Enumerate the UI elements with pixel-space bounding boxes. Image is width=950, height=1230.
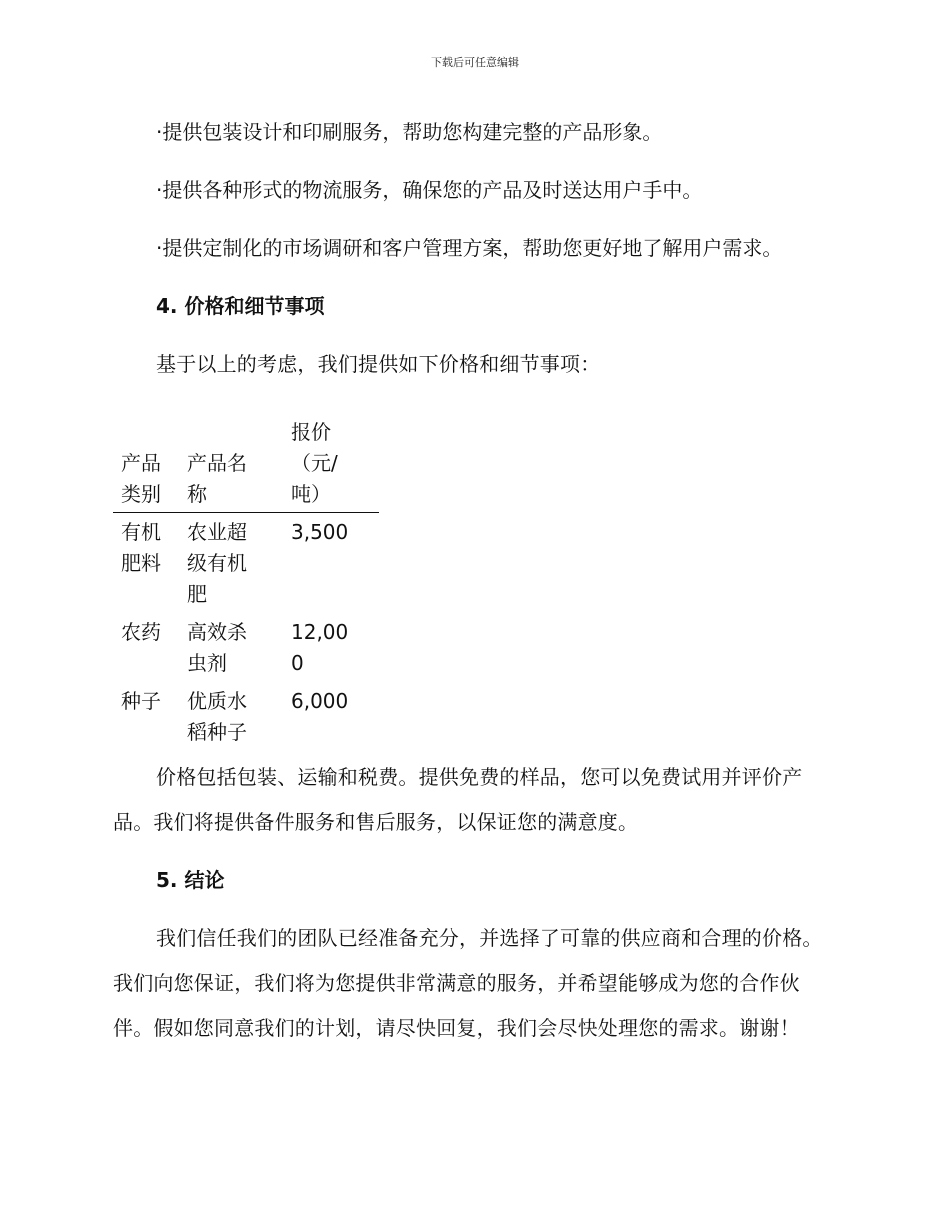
table-cell: 种子 <box>121 689 161 713</box>
page-header: 下载后可任意编辑 <box>431 56 519 69</box>
document-body <box>113 110 835 1064</box>
price-table <box>113 417 379 751</box>
table-cell: 12,000 <box>291 620 349 675</box>
table-cell: 农业超级有机肥 <box>187 520 247 606</box>
table-cell: 农药 <box>121 620 161 644</box>
table-header-row <box>113 417 379 513</box>
table-row <box>113 513 379 614</box>
bullet-item: ·提供定制化的市场调研和客户管理方案，帮助您更好地了解用户需求。 <box>156 236 783 260</box>
table-cell: 高效杀虫剂 <box>187 620 247 675</box>
bullet-item: ·提供包装设计和印刷服务，帮助您构建完整的产品形象。 <box>156 120 663 144</box>
table-cell: 优质水稻种子 <box>187 689 247 744</box>
table-row <box>113 613 379 682</box>
section-heading-conclusion: 5. 结论 <box>156 868 225 892</box>
section-heading-price: 4. 价格和细节事项 <box>156 294 325 318</box>
column-header: 报价（元/吨） <box>289 417 379 513</box>
table-cell: 6,000 <box>291 689 349 713</box>
column-header: 产品类别 <box>113 417 185 513</box>
bullet-item: ·提供各种形式的物流服务，确保您的产品及时送达用户手中。 <box>156 178 703 202</box>
table-cell: 有机肥料 <box>121 520 161 575</box>
table-cell: 3,500 <box>291 520 349 544</box>
conclusion-body: 我们信任我们的团队已经准备充分，并选择了可靠的供应商和合理的价格。我们向您保证，我们将为您提供非常满意的服务，并希望能够成为您的合作伙伴。假如您同意我们的计划，请尽快回复，我们会尽快处理您的需求。谢谢！ <box>113 926 823 1040</box>
column-header: 产品名称 <box>185 417 289 513</box>
table-row <box>113 682 379 751</box>
pricing-details: 价格包括包装、运输和税费。提供免费的样品，您可以免费试用并评价产品。我们将提供备件服务和售后服务，以保证您的满意度。 <box>113 765 803 834</box>
section-intro: 基于以上的考虑，我们提供如下价格和细节事项： <box>156 352 601 376</box>
